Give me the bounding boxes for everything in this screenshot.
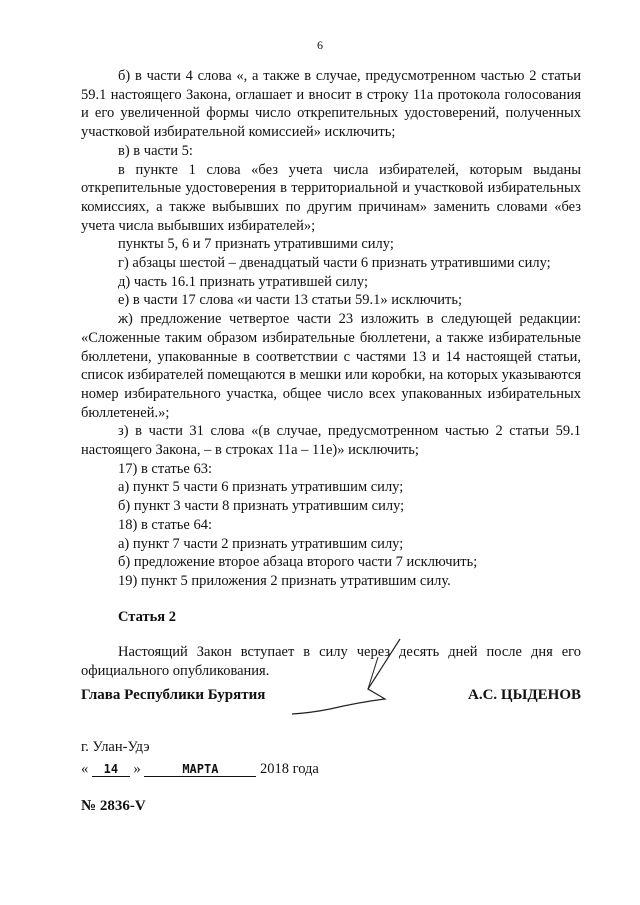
date-month: МАРТА	[144, 762, 256, 777]
paragraph: г) абзацы шестой – двенадцатый части 6 признать утратившими силу;	[118, 255, 551, 272]
city: г. Улан-Удэ	[81, 739, 150, 755]
date-year: 2018 года	[260, 761, 319, 777]
date-open-quote: «	[81, 761, 89, 777]
paragraph: 17) в статье 63:	[118, 460, 212, 477]
article-text: Настоящий Закон вступает в силу через десять дней после дня его официального опубликования.	[81, 644, 581, 680]
paragraph: 18) в статье 64:	[118, 516, 212, 533]
paragraph: в пункте 1 слова «без учета числа избирателей, которым выданы открепительные удостоверения в территориальной и участковой избирательных комиссиях, а также выбывших по другим причинам» заменить словами «без учета числа выбывших избирателей»;	[81, 161, 581, 234]
date-day: 14	[92, 762, 130, 777]
article-heading: Статья 2	[118, 608, 176, 625]
paragraph: в) в части 5:	[118, 142, 193, 159]
paragraph: е) в части 17 слова «и части 13 статьи 59.1» исключить;	[118, 292, 463, 309]
paragraph: д) часть 16.1 признать утратившей силу;	[118, 273, 368, 290]
paragraph: ж) предложение четвертое части 23 изложить в следующей редакции: «Сложенные таким образом избирательные бюллетени, а также избирательные бюллетени, упакованные в соответствии с частями 13 и 14 настоящей статьи, список избирателей помещаются в мешки или коробки, на которых указываются номер избирательного участка, общее число всех упакованных избирательных бюллетеней.»;	[81, 311, 581, 421]
signatory-name: А.С. ЦЫДЕНОВ	[468, 687, 581, 703]
document-body	[81, 67, 581, 681]
paragraph: б) предложение второе абзаца второго части 7 исключить;	[118, 554, 478, 571]
paragraph: а) пункт 5 части 6 признать утратившим силу;	[118, 479, 404, 496]
handwritten-signature	[290, 637, 410, 717]
signatory-title: Глава Республики Бурятия	[81, 687, 266, 703]
paragraph: з) в части 31 слова «(в случае, предусмотренном частью 2 статьи 59.1 настоящего Закона, – в строках 11а – 11е)» исключить;	[81, 423, 581, 459]
signature-block	[81, 687, 581, 704]
paragraph: пункты 5, 6 и 7 признать утратившими силу;	[118, 236, 394, 253]
date-close-quote: »	[133, 761, 141, 777]
paragraph: б) в части 4 слова «, а также в случае, предусмотренном частью 2 статьи 59.1 настоящего Закона, оглашает и вносит в строку 11а протокола голосования и его увеличенной формы число открепительных удостоверений, полученных участковой избирательной комиссией» исключить;	[81, 68, 581, 141]
paragraph: 19) пункт 5 приложения 2 признать утратившим силу.	[118, 572, 451, 589]
law-number: № 2836-V	[81, 798, 146, 814]
paragraph: б) пункт 3 части 8 признать утратившим силу;	[118, 498, 405, 515]
date-line	[81, 761, 319, 778]
paragraph: а) пункт 7 части 2 признать утратившим силу;	[118, 535, 404, 552]
page-number: 6	[317, 38, 323, 52]
